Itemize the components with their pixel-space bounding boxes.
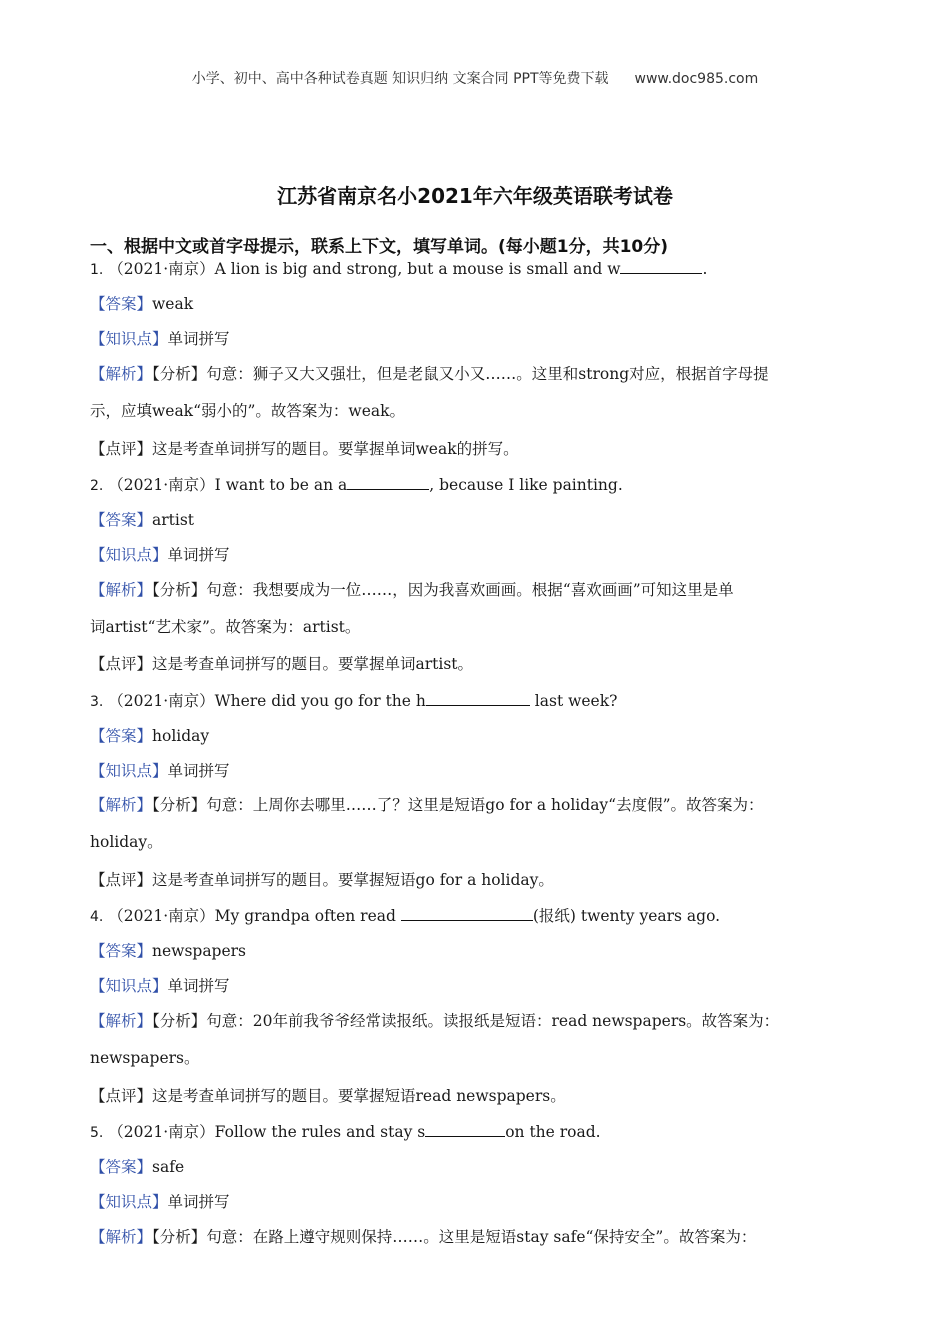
question-text: My grandpa often read: [214, 907, 401, 925]
answer-line: [90, 510, 870, 530]
question-text-end: on the road.: [505, 1123, 601, 1141]
question-text: Follow the rules and stay s: [214, 1123, 426, 1141]
comment-text: 这是考查单词拼写的题目。要掌握短语read newspapers。: [152, 1087, 566, 1105]
answer-line: [90, 726, 870, 746]
knowledge-label: 【知识点】: [90, 546, 168, 564]
answer-label: 【答案】: [90, 942, 153, 960]
answer-value: safe: [152, 1158, 185, 1176]
page-header: [0, 68, 950, 88]
answer-blank: [425, 1121, 505, 1137]
knowledge-line: [90, 976, 870, 996]
comment-label: 【点评】: [90, 655, 153, 673]
answer-label: 【答案】: [90, 295, 153, 313]
knowledge-line: [90, 329, 870, 349]
analysis-line-cont: [90, 1048, 870, 1068]
answer-line: [90, 294, 870, 314]
analysis-label: 【解析】: [90, 365, 153, 383]
question-number: 1.: [90, 262, 104, 278]
header-url[interactable]: www.doc985.com: [634, 71, 759, 87]
answer-value: artist: [152, 511, 195, 529]
analysis-text: newspapers。: [90, 1049, 200, 1067]
knowledge-label: 【知识点】: [90, 1193, 168, 1211]
analysis-label: 【解析】: [90, 796, 153, 814]
answer-blank: [426, 690, 530, 706]
question-text: Where did you go for the h: [214, 692, 426, 710]
question-text-end: last week?: [529, 692, 618, 710]
answer-label: 【答案】: [90, 1158, 153, 1176]
analysis-line: [90, 1227, 870, 1247]
comment-text: 这是考查单词拼写的题目。要掌握单词artist。: [152, 655, 474, 673]
knowledge-value: 单词拼写: [167, 762, 230, 780]
question-text-end: , because I like painting.: [429, 476, 623, 494]
analysis-label: 【解析】: [90, 1012, 153, 1030]
question-text: I want to be an a: [214, 476, 348, 494]
analysis-sub-label: 【分析】: [152, 1012, 207, 1030]
analysis-sub-label: 【分析】: [152, 365, 207, 383]
answer-value: holiday: [152, 727, 210, 745]
comment-line: [90, 654, 870, 674]
question-5: [90, 1121, 870, 1143]
answer-line: [90, 941, 870, 961]
question-source: （2021·南京）: [108, 907, 215, 925]
comment-label: 【点评】: [90, 871, 153, 889]
comment-label: 【点评】: [90, 1087, 153, 1105]
answer-line: [90, 1157, 870, 1177]
question-1: [90, 258, 870, 280]
analysis-text: 句意：上周你去哪里……了？这里是短语go for a holiday“去度假”。故答案为：: [206, 796, 764, 814]
answer-blank: [401, 905, 533, 921]
knowledge-line: [90, 761, 870, 781]
analysis-line: [90, 580, 870, 600]
comment-text: 这是考查单词拼写的题目。要掌握单词weak的拼写。: [152, 440, 519, 458]
section-title: 一、根据中文或首字母提示，联系上下文，填写单词。(每小题1分，共10分): [90, 237, 669, 257]
question-4: [90, 905, 870, 927]
answer-value: weak: [152, 295, 194, 313]
answer-value: newspapers: [152, 942, 247, 960]
question-3: [90, 690, 870, 712]
analysis-sub-label: 【分析】: [152, 1228, 207, 1246]
analysis-text: 句意：我想要成为一位……，因为我喜欢画画。根据“喜欢画画”可知这里是单: [206, 581, 734, 599]
analysis-text: 词artist“艺术家”。故答案为：artist。: [90, 618, 361, 636]
comment-line: [90, 1086, 870, 1106]
question-text-end: (报纸) twenty years ago.: [532, 907, 721, 925]
question-2: [90, 474, 870, 496]
knowledge-label: 【知识点】: [90, 762, 168, 780]
answer-label: 【答案】: [90, 727, 153, 745]
question-source: （2021·南京）: [108, 476, 215, 494]
exam-title: 江苏省南京名小2021年六年级英语联考试卷: [277, 184, 673, 208]
knowledge-value: 单词拼写: [167, 330, 230, 348]
knowledge-value: 单词拼写: [167, 546, 230, 564]
knowledge-label: 【知识点】: [90, 330, 168, 348]
question-source: （2021·南京）: [108, 260, 215, 278]
analysis-text: 句意：狮子又大又强壮，但是老鼠又小又……。这里和strong对应，根据首字母提: [206, 365, 769, 383]
analysis-line: [90, 364, 870, 384]
analysis-sub-label: 【分析】: [152, 581, 207, 599]
analysis-text: holiday。: [90, 833, 163, 851]
analysis-text: 示，应填weak“弱小的”。故答案为：weak。: [90, 402, 405, 420]
analysis-line: [90, 1011, 870, 1031]
question-text: A lion is big and strong, but a mouse is small and w: [214, 260, 621, 278]
analysis-text: 句意：20年前我爷爷经常读报纸。读报纸是短语：read newspapers。故答案为：: [206, 1012, 780, 1030]
answer-blank: [620, 258, 702, 274]
knowledge-line: [90, 1192, 870, 1212]
question-source: （2021·南京）: [108, 692, 215, 710]
knowledge-value: 单词拼写: [167, 1193, 230, 1211]
analysis-line-cont: [90, 617, 870, 637]
knowledge-label: 【知识点】: [90, 977, 168, 995]
analysis-line-cont: [90, 401, 870, 421]
analysis-text: 句意：在路上遵守规则保持……。这里是短语stay safe“保持安全”。故答案为：: [206, 1228, 757, 1246]
question-source: （2021·南京）: [108, 1123, 215, 1141]
analysis-label: 【解析】: [90, 581, 153, 599]
analysis-label: 【解析】: [90, 1228, 153, 1246]
answer-label: 【答案】: [90, 511, 153, 529]
comment-text: 这是考查单词拼写的题目。要掌握短语go for a holiday。: [152, 871, 554, 889]
comment-line: [90, 439, 870, 459]
question-number: 5.: [90, 1125, 104, 1141]
header-text: 小学、初中、高中各种试卷真题 知识归纳 文案合同 PPT等免费下载: [191, 71, 609, 87]
comment-label: 【点评】: [90, 440, 153, 458]
question-text-end: .: [702, 260, 708, 278]
analysis-sub-label: 【分析】: [152, 796, 207, 814]
answer-blank: [347, 474, 429, 490]
comment-line: [90, 870, 870, 890]
analysis-line: [90, 795, 870, 815]
analysis-line-cont: [90, 832, 870, 852]
knowledge-line: [90, 545, 870, 565]
question-number: 3.: [90, 694, 104, 710]
question-number: 4.: [90, 909, 104, 925]
knowledge-value: 单词拼写: [167, 977, 230, 995]
question-number: 2.: [90, 478, 104, 494]
